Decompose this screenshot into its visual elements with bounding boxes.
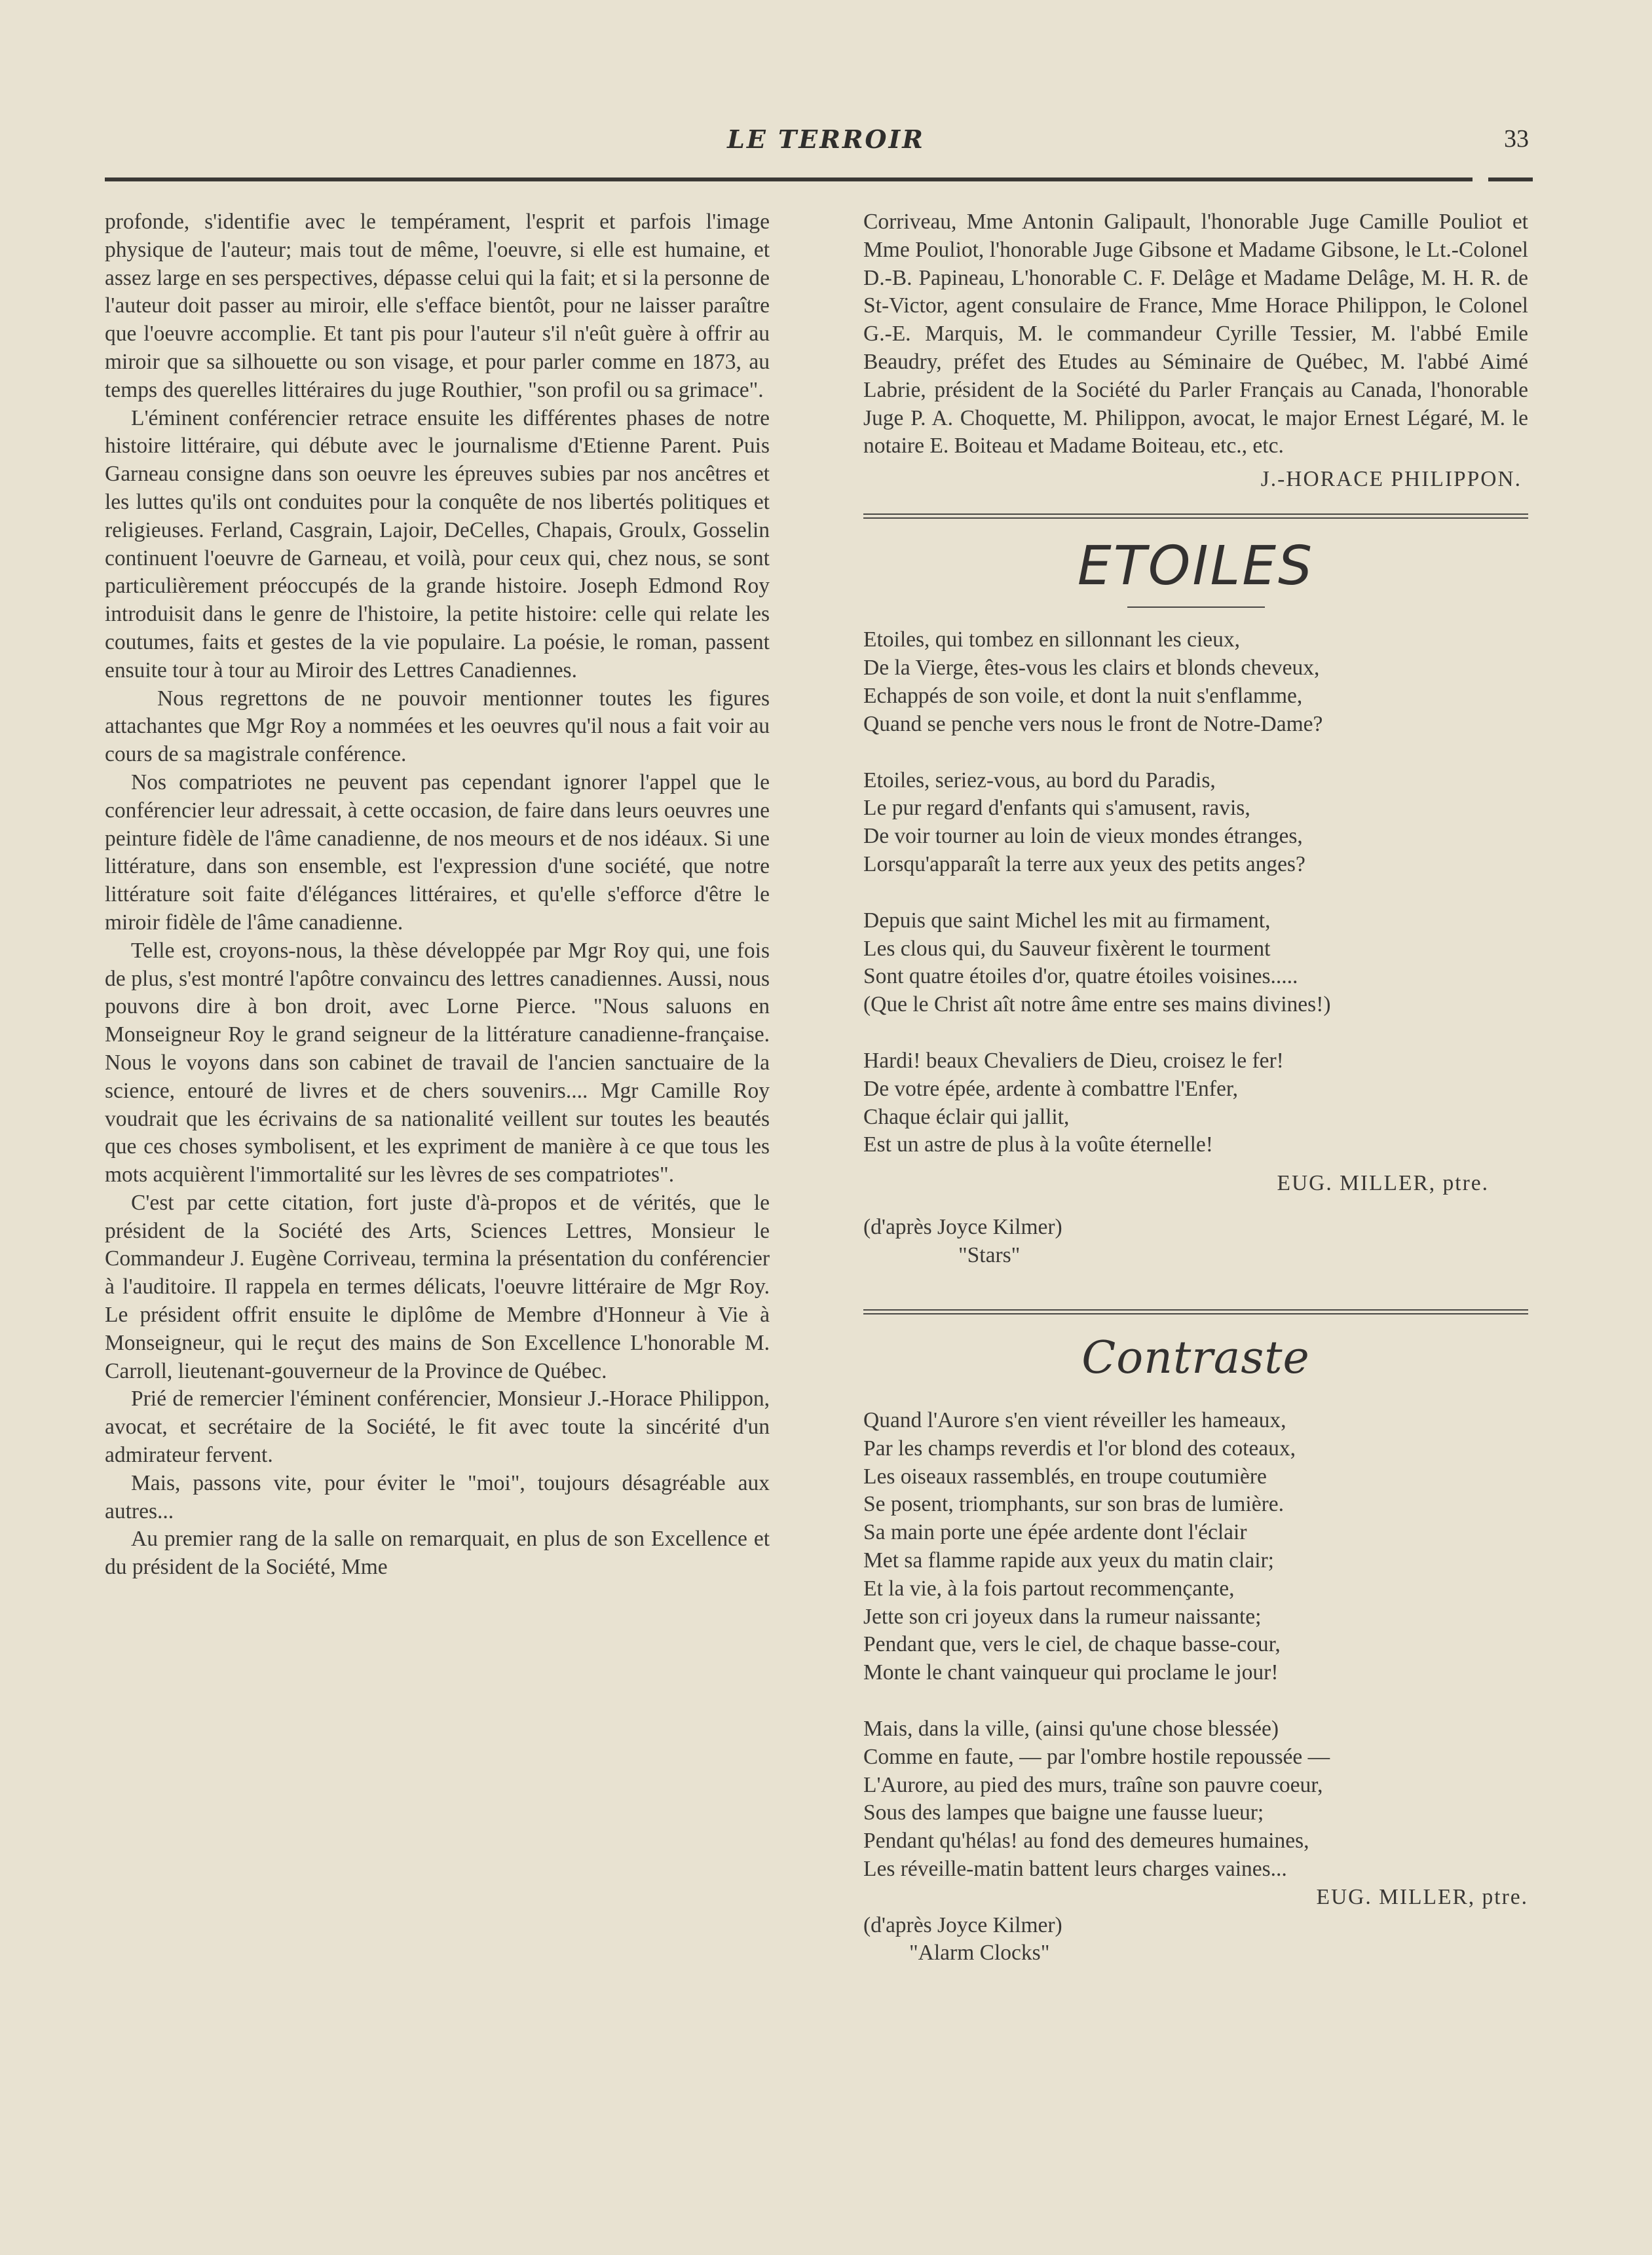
verse-line: Les clous qui, du Sauveur fixèrent le tourment — [863, 936, 1271, 961]
stanza — [863, 767, 1528, 879]
left-column — [105, 208, 770, 1582]
verse-line: Les réveille-matin battent leurs charges vaines... — [863, 1857, 1287, 1882]
verse-line: Est un astre de plus à la voûte éternelle! — [863, 1132, 1213, 1157]
verse-line: Par les champs reverdis et l'or blond des coteaux, — [863, 1436, 1296, 1461]
paragraph: Nos compatriotes ne peuvent pas cependant ignorer l'appel que le conférencier leur adressait, à cette occasion, de faire dans leurs oeuvres une peinture fidèle de l'âme canadienne, de nos meours et de nos idéaux. Si une littérature, dans son ensemble, est l'expression d'une société, que notre littérature soit faite d'élégances littéraires, et qu'elle s'efforce d'être le miroir fidèle de l'âme canadienne. — [105, 770, 770, 935]
stanza — [863, 1047, 1528, 1159]
verse-line: Echappés de son voile, et dont la nuit s'enflamme, — [863, 683, 1303, 708]
verse-line: Lorsqu'apparaît la terre aux yeux des petits anges? — [863, 851, 1305, 876]
poem-title: ETOILES — [1077, 534, 1315, 597]
verse-line: Mais, dans la ville, (ainsi qu'une chose blessée) — [863, 1717, 1279, 1742]
credit-line: (d'après Joyce Kilmer) — [863, 1214, 1062, 1239]
section-divider — [863, 1309, 1528, 1314]
verse-line: Quand se penche vers nous le front de Notre-Dame? — [863, 711, 1323, 736]
right-column — [863, 208, 1528, 1967]
verse-line: Comme en faute, — par l'ombre hostile repoussée — — [863, 1744, 1330, 1769]
verse-line: Etoiles, seriez-vous, au bord du Paradis, — [863, 768, 1216, 792]
paragraph: Prié de remercier l'éminent conférencier, Monsieur J.-Horace Philippon, avocat, et secrétaire de la Société, le fit avec toute la sincérité d'un admirateur fervent. — [105, 1387, 770, 1468]
verse-line: L'Aurore, au pied des murs, traîne son pauvre coeur, — [863, 1772, 1323, 1797]
verse-line: (Que le Christ aît notre âme entre ses mains divines!) — [863, 992, 1331, 1017]
original-title: "Stars" — [958, 1242, 1021, 1267]
verse-line: Sa main porte une épée ardente dont l'éclair — [863, 1520, 1247, 1545]
verse-line: Jette son cri joyeux dans la rumeur naissante; — [863, 1604, 1262, 1629]
poem-author: EUG. MILLER, ptre. — [1316, 1884, 1528, 1909]
stanza — [863, 907, 1528, 1019]
poem-title: Contraste — [1081, 1332, 1310, 1384]
poem-credit — [863, 1912, 1528, 1968]
header-rule — [105, 177, 1533, 181]
original-title: "Alarm Clocks" — [909, 1941, 1050, 1966]
attendee-list: Corriveau, Mme Antonin Galipault, l'honorable Juge Camille Pouliot et Mme Pouliot, l'honorable Juge Gibsone et Madame Gibsone, le Lt.-Colonel D.-B. Papineau, L'honorable C. F. Delâge et Madame Delâge, M. H. R. de St-Victor, agent consulaire de France, Mme Horace Philippon, le Colonel G.-E. Marquis, M. le commandeur Cyrille Tessier, M. l'abbé Emile Beaudry, préfet des Etudes au Séminaire de Québec, M. l'abbé Aimé Labrie, président de la Société du Parler Français au Canada, l'honorable Juge P. A. Choquette, M. Philippon, avocat, le major Ernest Légaré, M. le notaire E. Boiteau et Madame Boiteau, etc., etc. — [863, 210, 1528, 458]
paragraph: C'est par cette citation, fort juste d'à-propos et de vérités, que le président de la Société des Arts, Sciences Lettres, Monsieur le Commandeur J. Eugène Corriveau, termina la présentation du conférencier à l'auditoire. Il rappela en termes délicats, l'oeuvre littéraire de Mgr Roy. Le président offrit ensuite le diplôme de Membre d'Honneur à Vie à Monseigneur, qui le reçut des mains de Son Excellence L'honorable M. Carroll, lieutenant-gouverneur de la Province de Québec. — [105, 1190, 770, 1383]
verse-line: Le pur regard d'enfants qui s'amusent, ravis, — [863, 796, 1250, 821]
verse-line: De la Vierge, êtes-vous les clairs et blonds cheveux, — [863, 656, 1320, 680]
verse-line: Depuis que saint Michel les mit au firmament, — [863, 908, 1271, 933]
page-number: 33 — [1504, 125, 1529, 153]
stanza — [863, 626, 1528, 738]
verse-line: Quand l'Aurore s'en vient réveiller les hameaux, — [863, 1408, 1286, 1433]
verse-line: Etoiles, qui tombez en sillonnant les cieux, — [863, 627, 1240, 652]
paragraph: Telle est, croyons-nous, la thèse développée par Mgr Roy qui, une fois de plus, s'est montré l'apôtre convaincu des lettres canadiennes. Aussi, nous pouvons dire à bon droit, avec Lorne Pierce. "Nous saluons en Monseigneur Roy le grand seigneur de la littérature canadienne-française. Nous le voyons dans son cabinet de travail de l'ancien sanctuaire de la science, entouré de livres et de chers souvenirs.... Mgr Camille Roy voudrait que les écrivains de sa nationalité veillent sur toutes les beautés que ces choses symbolisent, et les expriment de manière à ce que tous les mots acquièrent l'immortalité sur les lèvres de ses compatriotes". — [105, 938, 770, 1187]
stanza — [863, 1407, 1528, 1687]
stanza — [863, 1715, 1528, 1884]
running-title: LE TERROIR — [727, 124, 925, 154]
verse-line: De votre épée, ardente à combattre l'Enfer, — [863, 1076, 1239, 1101]
verse-line: Pendant qu'hélas! au fond des demeures humaines, — [863, 1829, 1309, 1854]
verse-line: Sont quatre étoiles d'or, quatre étoiles voisines..... — [863, 964, 1298, 989]
paragraph: Mais, passons vite, pour éviter le "moi", toujours désagréable aux autres... — [105, 1470, 770, 1523]
poem-author: EUG. MILLER, ptre. — [1277, 1171, 1489, 1196]
paragraph: L'éminent conférencier retrace ensuite les différentes phases de notre histoire littéraire, qui débute avec le journalisme d'Etienne Parent. Puis Garneau consigne dans son oeuvre les épreuves subies par nos ancêtres et les luttes qu'ils ont conduites pour la conquête de nos libertés politiques et religieuses. Ferland, Casgrain, Lajoir, DeCelles, Chapais, Groulx, Gosselin continuent l'oeuvre de Garneau, et voilà, pour ceux qui, chez nous, se sont particulièrement préoccupés de la grande histoire. Joseph Edmond Roy introduisit dans le genre de l'histoire, la petite histoire: celle qui relate les coutumes, faits et gestes de la vie populaire. La poésie, le roman, passent ensuite tour à tour au Miroir des Lettres Canadiennes. — [105, 405, 770, 682]
verse-line: Pendant que, vers le ciel, de chaque basse-cour, — [863, 1632, 1281, 1657]
credit-line: (d'après Joyce Kilmer) — [863, 1912, 1062, 1937]
poem-contraste — [863, 1407, 1528, 1967]
paragraph: Au premier rang de la salle on remarquait, en plus de son Excellence et du président de la Société, Mme — [105, 1527, 770, 1580]
poem-etoiles — [863, 626, 1528, 1269]
verse-line: Sous des lampes que baigne une fausse lueur; — [863, 1800, 1264, 1825]
paragraph: Nous regrettons de ne pouvoir mentionner toutes les figures attachantes que Mgr Roy a nommées et les oeuvres qu'il nous a fait voir au cours de sa magistrale conférence. — [105, 686, 770, 767]
verse-line: Met sa flamme rapide aux yeux du matin clair; — [863, 1548, 1274, 1573]
verse-line: Chaque éclair qui jallit, — [863, 1104, 1070, 1129]
verse-line: Les oiseaux rassemblés, en troupe coutumière — [863, 1464, 1267, 1489]
verse-line: De voir tourner au loin de vieux mondes étranges, — [863, 824, 1303, 849]
verse-line: Monte le chant vainqueur qui proclame le jour! — [863, 1660, 1279, 1685]
title-rule — [1127, 606, 1265, 608]
paragraph: profonde, s'identifie avec le tempérament, l'esprit et parfois l'image physique de l'auteur; mais tout de même, l'oeuvre, si elle est humaine, et assez large en ses perspectives, dépasse celui qui la fait; et si la personne de l'auteur doit passer au miroir, elle s'efface bientôt, pour ne laisser paraître que l'oeuvre accomplie. Et tant pis pour l'auteur s'il n'eût guère à offrir au miroir que sa silhouette ou son visage, et pour parler comme en 1873, au temps des querelles littéraires du juge Routhier, "son profil ou sa grimace". — [105, 210, 770, 402]
verse-line: Hardi! beaux Chevaliers de Dieu, croisez le fer! — [863, 1048, 1284, 1073]
section-divider — [863, 513, 1528, 519]
signature: J.-HORACE PHILIPPON. — [1260, 467, 1522, 492]
verse-line: Et la vie, à la fois partout recommençante, — [863, 1576, 1235, 1601]
poem-credit — [863, 1214, 1528, 1270]
verse-line: Se posent, triomphants, sur son bras de lumière. — [863, 1492, 1284, 1517]
